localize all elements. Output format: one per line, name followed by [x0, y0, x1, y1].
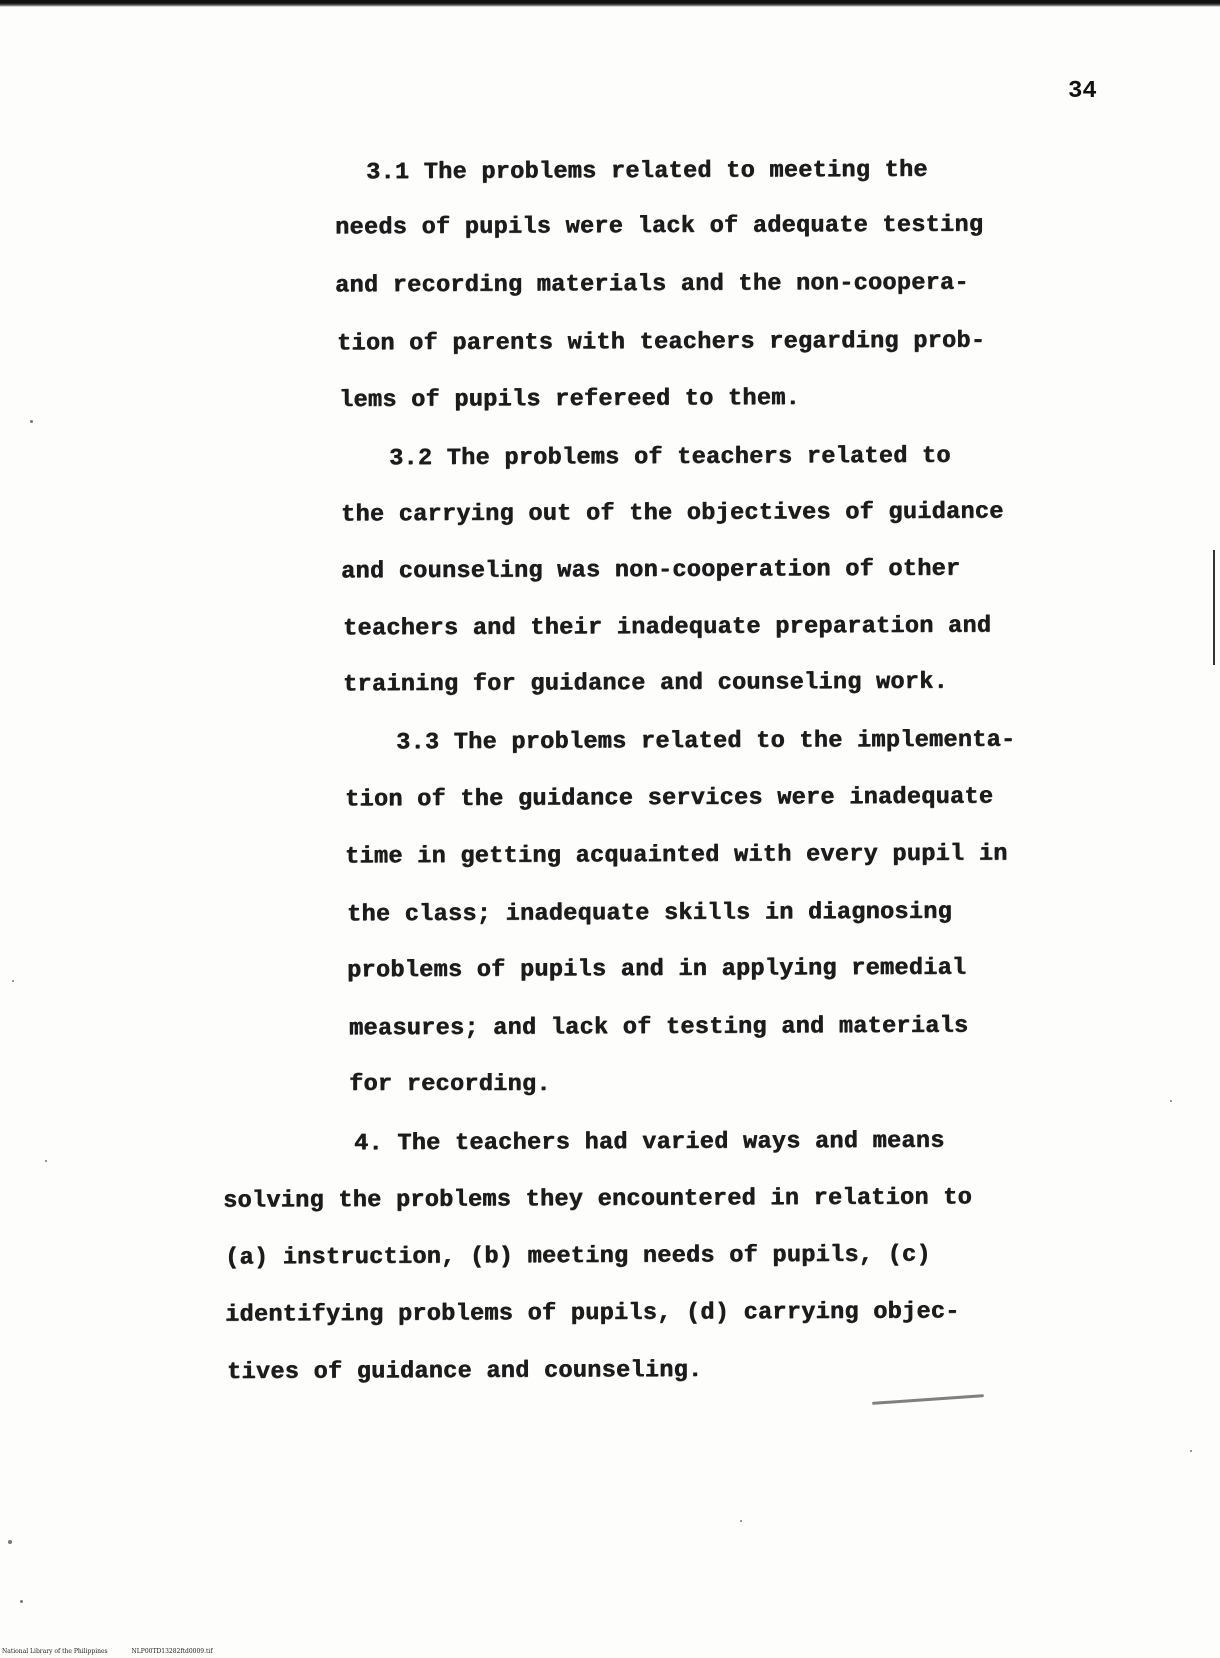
text-line: problems of pupils and in applying remedial: [346, 954, 967, 985]
text-line: 3.3 The problems related to the implementa-: [395, 726, 1016, 757]
text-line: 3.1 The problems related to meeting the: [365, 156, 928, 187]
text-line: the carrying out of the objectives of guidance: [340, 498, 1004, 529]
text-line: and recording materials and the non-coopera-: [334, 269, 969, 300]
page-number: 34: [1068, 78, 1097, 105]
scan-speck: [1190, 1450, 1192, 1452]
text-line: and counseling was non-cooperation of other: [340, 555, 961, 586]
text-line: tives of guidance and counseling.: [226, 1356, 703, 1387]
text-line: 3.2 The problems of teachers related to: [388, 442, 951, 473]
text-line: identifying problems of pupils, (d) carrying objec-: [224, 1298, 960, 1329]
pen-stroke: [872, 1394, 984, 1405]
scan-top-edge: [0, 0, 1220, 7]
scan-speck: [8, 1540, 12, 1544]
text-line: training for guidance and counseling work.: [342, 668, 948, 699]
scan-footer: [2, 1648, 235, 1655]
text-line: time in getting acquainted with every pupil in: [344, 840, 1008, 871]
text-line: tion of the guidance services were inadequate: [344, 783, 994, 814]
text-line: (a) instruction, (b) meeting needs of pupils, (c): [224, 1241, 931, 1272]
text-line: the class; inadequate skills in diagnosing: [346, 898, 952, 929]
text-line: tion of parents with teachers regarding prob-: [336, 327, 986, 358]
scan-speck: [30, 420, 33, 423]
scan-margin-mark: [1213, 550, 1215, 665]
text-line: teachers and their inadequate preparation and: [342, 612, 992, 643]
scan-speck: [740, 1520, 742, 1522]
text-line: measures; and lack of testing and materials: [348, 1012, 969, 1043]
scan-speck: [1170, 1100, 1172, 1102]
scan-speck: [12, 980, 14, 982]
text-line: needs of pupils were lack of adequate testing: [334, 211, 984, 242]
text-line: lems of pupils refereed to them.: [338, 384, 800, 415]
scan-speck: [20, 1600, 23, 1603]
text-line: solving the problems they encountered in relation to: [222, 1184, 972, 1215]
text-line: for recording.: [349, 1071, 551, 1098]
text-line: 4. The teachers had varied ways and means: [353, 1127, 945, 1158]
footer-library: National Library of the Philippines: [2, 1648, 108, 1655]
scan-speck: [45, 1160, 47, 1162]
footer-file: NLP00TD13282ftd0009.tif: [131, 1648, 213, 1655]
